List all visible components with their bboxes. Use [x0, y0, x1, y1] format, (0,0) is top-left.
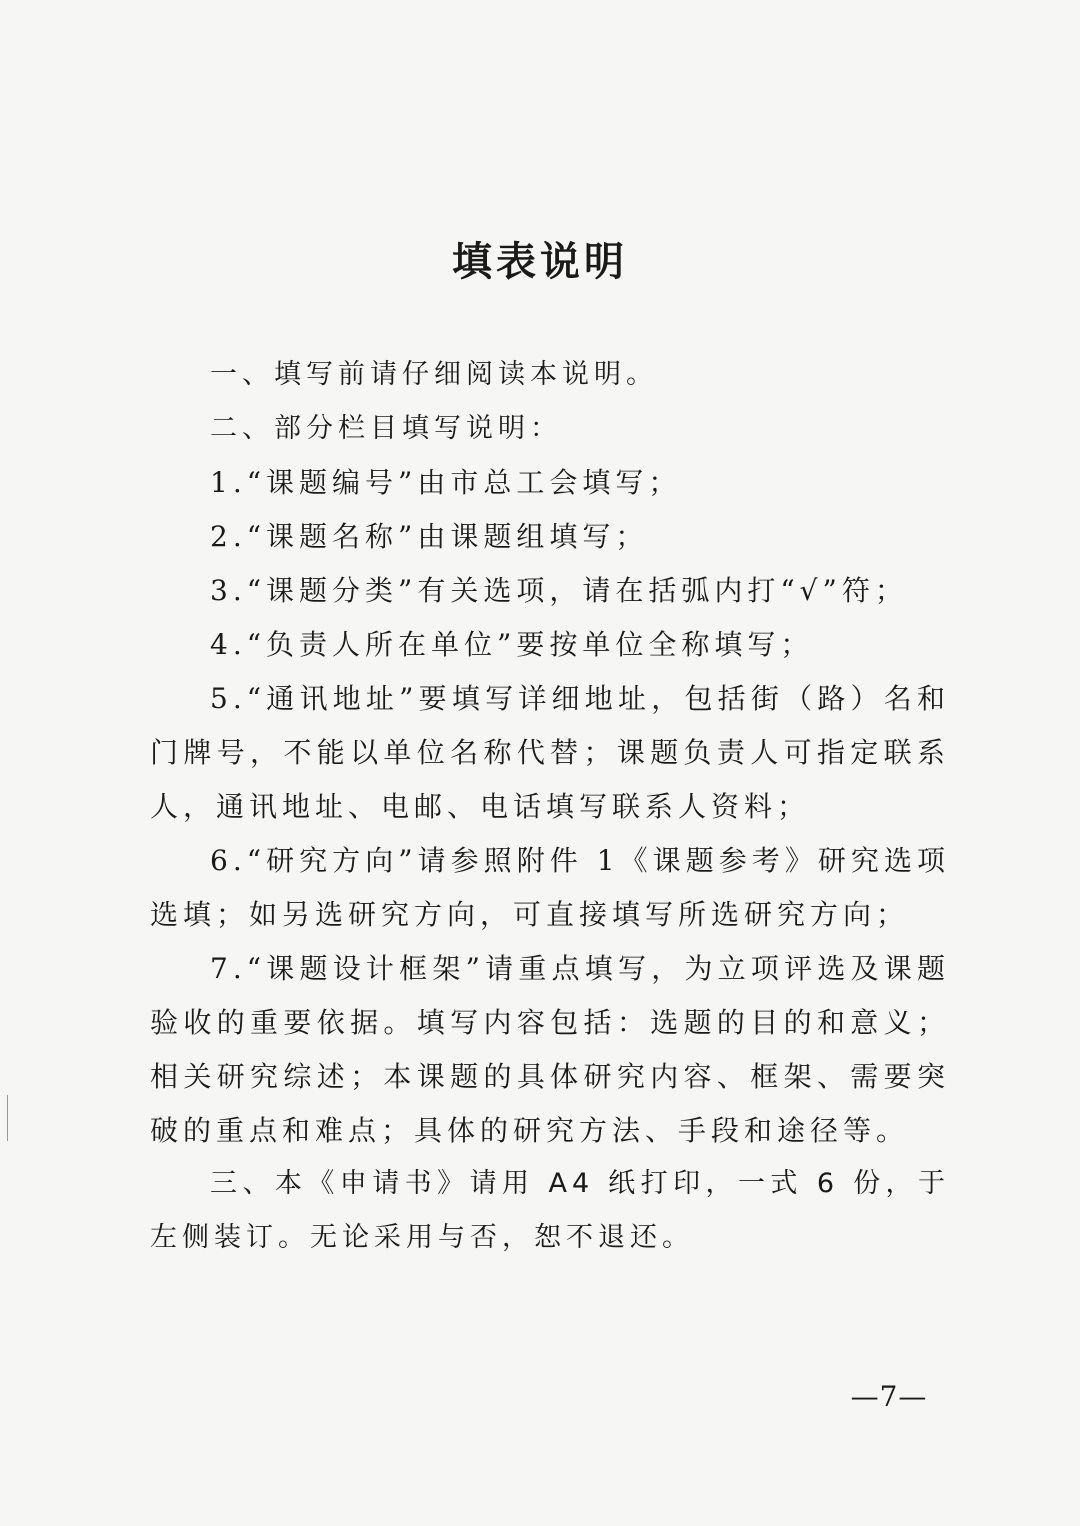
scan-edge-mark — [7, 1095, 8, 1141]
section-three: 三、本《申请书》请用 A4 纸打印，一式 6 份，于左侧装订。无论采用与否，恕不退还。 — [150, 1168, 950, 1253]
item-6-block — [150, 834, 950, 942]
item-5-block — [150, 672, 950, 834]
item-3: 3.“课题分类”有关选项，请在括弧内打“√”符； — [210, 574, 908, 607]
item-5: 5.“通讯地址”要填写详细地址，包括街（路）名和门牌号，不能以单位名称代替；课题负责人可指定联系人，通讯地址、电邮、电话填写联系人资料； — [150, 682, 950, 823]
item-4: 4.“负责人所在单位”要按单位全称填写； — [210, 628, 814, 661]
item-2: 2.“课题名称”由课题组填写； — [210, 520, 649, 553]
section-one: 一、填写前请仔细阅读本说明。 — [210, 359, 658, 390]
page-number: —7— — [850, 1380, 928, 1413]
item-7: 7.“课题设计框架”请重点填写，为立项评选及课题验收的重要依据。填写内容包括：选题的目的和意义；相关研究综述；本课题的具体研究内容、框架、需要突破的重点和难点；具体的研究方法、手段和途径等。 — [150, 952, 950, 1147]
item-6: 6.“研究方向”请参照附件 1《课题参考》研究选项选填；如另选研究方向，可直接填写所选研究方向； — [150, 844, 950, 931]
section-two: 二、部分栏目填写说明： — [210, 413, 562, 444]
instructions-intro — [150, 348, 950, 672]
section-three-block — [150, 1157, 950, 1265]
item-1: 1.“课题编号”由市总工会填写； — [210, 466, 682, 499]
item-7-block — [150, 942, 950, 1158]
page-title: 填表说明 — [452, 239, 628, 285]
